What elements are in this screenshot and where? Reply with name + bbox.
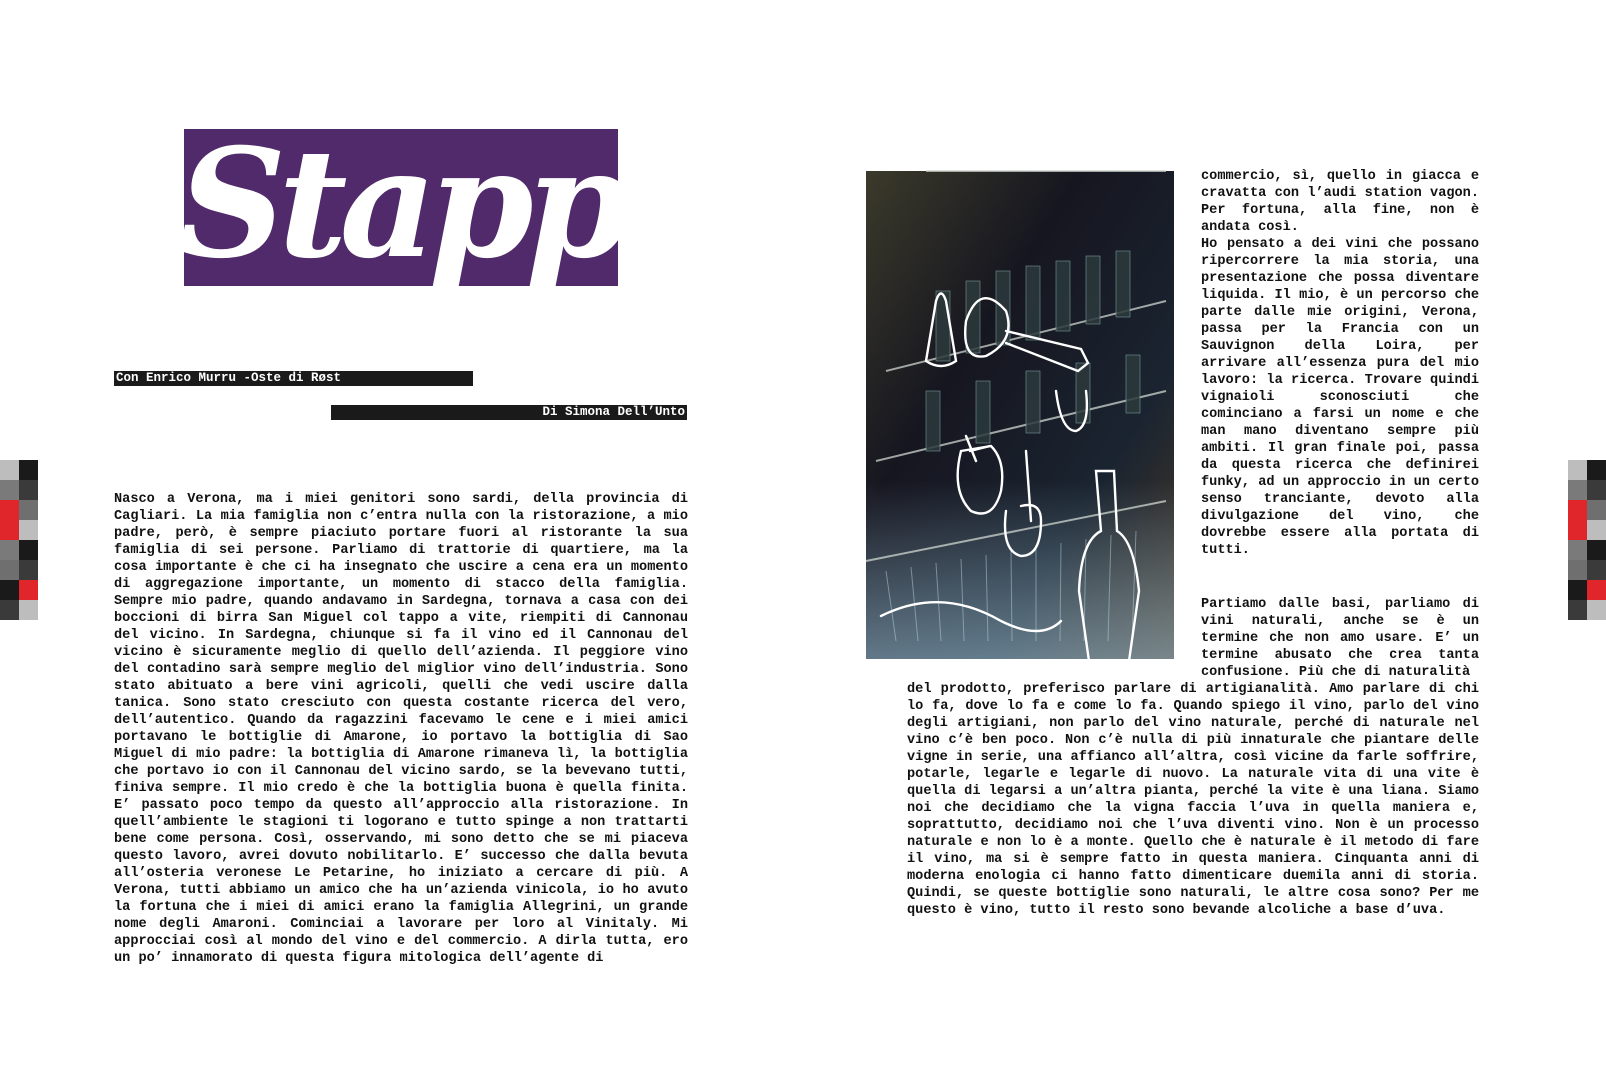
decorative-strip-left [0,460,38,620]
page-title: Stappa! [178,116,770,292]
bar-shelf-photo [866,171,1174,659]
byline-interview: Con Enrico Murru -Oste di Røst [114,371,473,386]
wine-glasses-illustration [866,171,1174,659]
byline-author: Di Simona Dell’Unto [331,405,687,420]
article-left-column: Nasco a Verona, ma i miei genitori sono sardi, della provincia di Cagliari. La mia famiglia non c’entra nulla con la ristorazione, a mio padre, però, è sempre piaciuto portare fuori al ristorante la sua famiglia di sei persone. Parliamo di trattorie di quartiere, ma la cosa importante è che ci ha insegnato che uscire a cena era un momento di aggregazione importante, un momento di stacco della famiglia. Sempre mio padre, quando andavamo in Sardegna, tornava a casa con dei boccioni di birra San Miguel col tappo a vite, riempiti di Cannonau del vicino. In Sardegna, chiunque si fa il vino ed il Cannonau del vicino è sicuramente meglio di quello dell’azienda. Il peggiore vino del contadino sarà sempre meglio del miglior vino dell’industria. Sono stato abituato a bere vini agricoli, quelli che vedi uscire dalla tanica. Sono stato cresciuto con questa costante ricerca del vero, dell’autentico. Quando da ragazzini facevamo le cene e i miei amici portavano le bottiglie di Amarone, io portavo la bottiglia di Sao Miguel di mio padre: la bottiglia di Amarone rimaneva lì, la bottiglia che portavo io con il Cannonau del vicino sardo, se la bevevano tutti, finiva sempre. Il mio credo è che la bottiglia buona è quella finita. E’ passato poco tempo da questo all’approccio alla ristorazione. In quell’ambiente le stagioni ti logorano e tutto spinge a non trattarti bene come persona. Così, osservando, mi sono detto che se mi piaceva questo lavoro, avrei dovuto nobilitarlo. E’ successo che dalla bevuta all’osteria veronese Le Petarine, ho iniziato a cercare di più. A Verona, tutti abbiamo un amico che ha un’azienda vinicola, io ho avuto la fortuna che i miei di amici erano la famiglia Allegrini, un grande nome degli Amaroni. Cominciai a lavorare per loro al Vinitaly. Mi approcciai così al mondo del vino e del commercio. A dirla tutta, ero un po’ innamorato di questa figura mitologica dell’agente di [114,492,688,966]
paragraph: commercio, sì, quello in giacca e cravatta con l’audi station vagon. Per fortuna, alla fine, non è andata così. [1201,169,1479,235]
title-block [178,116,770,292]
article-right-column-mid: Partiamo dalle basi, parliamo di vini naturali, anche se è un termine che non amo usare. E’ un termine abusato che crea tanta confusione. Più che di naturalità [1201,597,1479,680]
article-right-column-top [1201,168,1479,559]
decorative-strip-right [1568,460,1606,620]
article-right-column-bottom: del prodotto, preferisco parlare di artigianalità. Amo parlare di chi lo fa, dove lo fa e come lo fa. Quando spiego il vino, parlo del vino degli artigiani, non parlo del vino naturale, perché di naturale nel vino c’è ben poco. Non c’è nulla di più innaturale che piantare delle vigne in serie, una affianco all’altra, così vicine da farle soffrire, potarle, legarle e legarle di nuovo. La naturale vita di una vite è quella di legarsi a un’altra pianta, perché la vite è una liana. Siamo noi che decidiamo che la vigna faccia l’uva in quella maniera e, soprattutto, decidiamo noi che l’uva diventi vino. Non è un processo naturale e non lo è a monte. Quello che è naturale è il metodo di fare il vino, ma si è sempre fatto in questa maniera. Cinquanta anni di moderna enologia ci hanno fatto dimenticare duemila anni di storia. Quindi, se queste bottiglie sono naturali, le altre cosa sono? Per me questo è vino, tutto il resto sono bevande alcoliche a base d’uva. [907,682,1479,918]
paragraph: Ho pensato a dei vini che possano ripercorrere la mia storia, una presentazione che possa diventare liquida. Il mio, è un percorso che parte dalle mie origini, Verona, passa per la Francia con un Sauvignon della Loira, per arrivare all’essenza pura del mio lavoro: la ricerca. Trovare quindi vignaioli sconosciuti che cominciano a farsi un nome e che man mano diventano sempre più ambiti. Il gran finale poi, passa da questa ricerca che definirei funky, ad un approccio in un certo senso tranciante, devoto alla divulgazione del vino, che dovrebbe essere alla portata di tutti. [1201,237,1479,558]
